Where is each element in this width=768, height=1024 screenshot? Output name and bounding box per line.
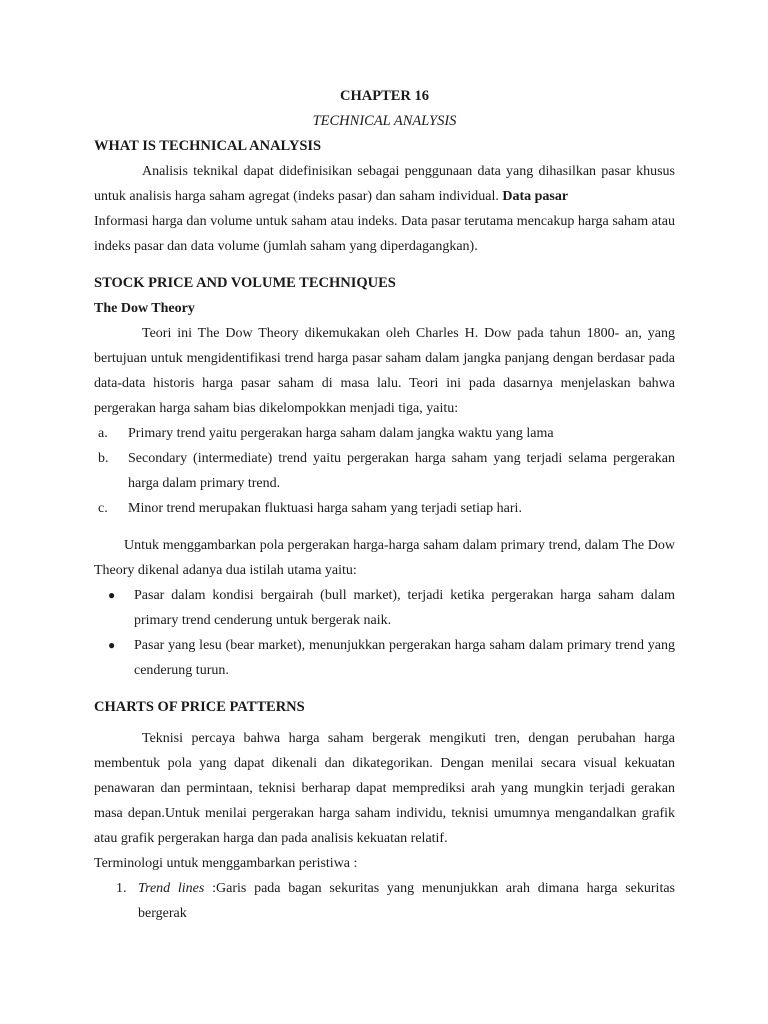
list-marker: a. — [98, 426, 108, 441]
market-bullet-list — [94, 583, 675, 683]
chapter-label: CHAPTER 16 — [339, 88, 430, 104]
paragraph-terminology: Terminologi untuk menggambarkan peristiwa : — [94, 856, 358, 871]
section-heading-charts: CHARTS OF PRICE PATTERNS — [94, 699, 305, 715]
list-item-text: Pasar dalam kondisi bergairah (bull market), terjadi ketika pergerakan harga saham dalam primary trend cenderung untuk bergerak naik. — [134, 588, 675, 628]
trend-list — [94, 421, 675, 521]
bullet-icon: ● — [108, 638, 116, 652]
list-marker: c. — [98, 501, 108, 516]
chapter-title: TECHNICAL ANALYSIS — [312, 113, 457, 129]
section-heading-stock-price: STOCK PRICE AND VOLUME TECHNIQUES — [94, 275, 396, 291]
paragraph-dow-theory: Teori ini The Dow Theory dikemukakan oleh Charles H. Dow pada tahun 1800- an, yang bertujuan untuk mengidentifikasi trend harga pasar saham dalam jangka panjang dengan berdasar pada data-data historis harga pasar saham di masa lalu. Teori ini pada dasarnya menjelaskan bahwa pergerakan harga saham bias dikelompokkan menjadi tiga, yaitu: — [94, 326, 675, 416]
list-item-text: Primary trend yaitu pergerakan harga saham dalam jangka waktu yang lama — [128, 426, 554, 441]
list-item — [94, 633, 675, 683]
list-item — [94, 876, 675, 926]
list-item — [94, 446, 675, 496]
list-item-text: Minor trend merupakan fluktuasi harga saham yang terjadi setiap hari. — [128, 501, 522, 516]
subheading-dow-theory: The Dow Theory — [94, 301, 195, 316]
paragraph-definition-cont: Informasi harga dan volume untuk saham atau indeks. Data pasar terutama mencakup harga saham atau indeks pasar dan data volume (jumlah saham yang diperdagangkan). — [94, 214, 675, 254]
list-item-text: Pasar yang lesu (bear market), menunjukkan pergerakan harga saham dalam primary trend yang cenderung turun. — [134, 638, 675, 678]
bullet-icon: ● — [108, 588, 116, 602]
list-marker: 1. — [116, 881, 127, 896]
paragraph-charts: Teknisi percaya bahwa harga saham bergerak mengikuti tren, dengan perubahan harga membentuk pola yang dapat dikenali dan dikategorikan. Dengan menilai secara visual kekuatan penawaran dan permintaan, teknisi berharap dapat memprediksi arah yang mungkin terjadi gerakan masa depan.Untuk menilai pergerakan harga saham individu, teknisi umumnya mengandalkan grafik atau grafik pergerakan harga dan pada analisis kekuatan relatif. — [94, 731, 675, 846]
term-trend-lines: Trend lines — [138, 881, 205, 896]
list-item — [94, 583, 675, 633]
list-item — [94, 496, 675, 521]
terminology-list — [94, 876, 675, 926]
list-item — [94, 421, 675, 446]
bold-term-data-pasar: Data pasar — [502, 189, 569, 204]
paragraph-definition — [94, 159, 675, 259]
list-marker: b. — [98, 451, 109, 466]
list-item-text: Secondary (intermediate) trend yaitu pergerakan harga saham yang terjadi selama pergerakan harga dalam primary trend. — [128, 451, 675, 491]
list-item-text: :Garis pada bagan sekuritas yang menunjukkan arah dimana harga sekuritas bergerak — [138, 881, 676, 921]
section-heading-technical-analysis: WHAT IS TECHNICAL ANALYSIS — [94, 138, 322, 154]
paragraph-definition-text: Analisis teknikal dapat didefinisikan sebagai penggunaan data yang dihasilkan pasar khusus untuk analisis harga saham agregat (indeks pasar) dan saham individual. — [94, 164, 675, 204]
page-content — [94, 84, 675, 926]
paragraph-primary-trend: Untuk menggambarkan pola pergerakan harga-harga saham dalam primary trend, dalam The Dow Theory dikenal adanya dua istilah utama yaitu: — [94, 538, 675, 578]
